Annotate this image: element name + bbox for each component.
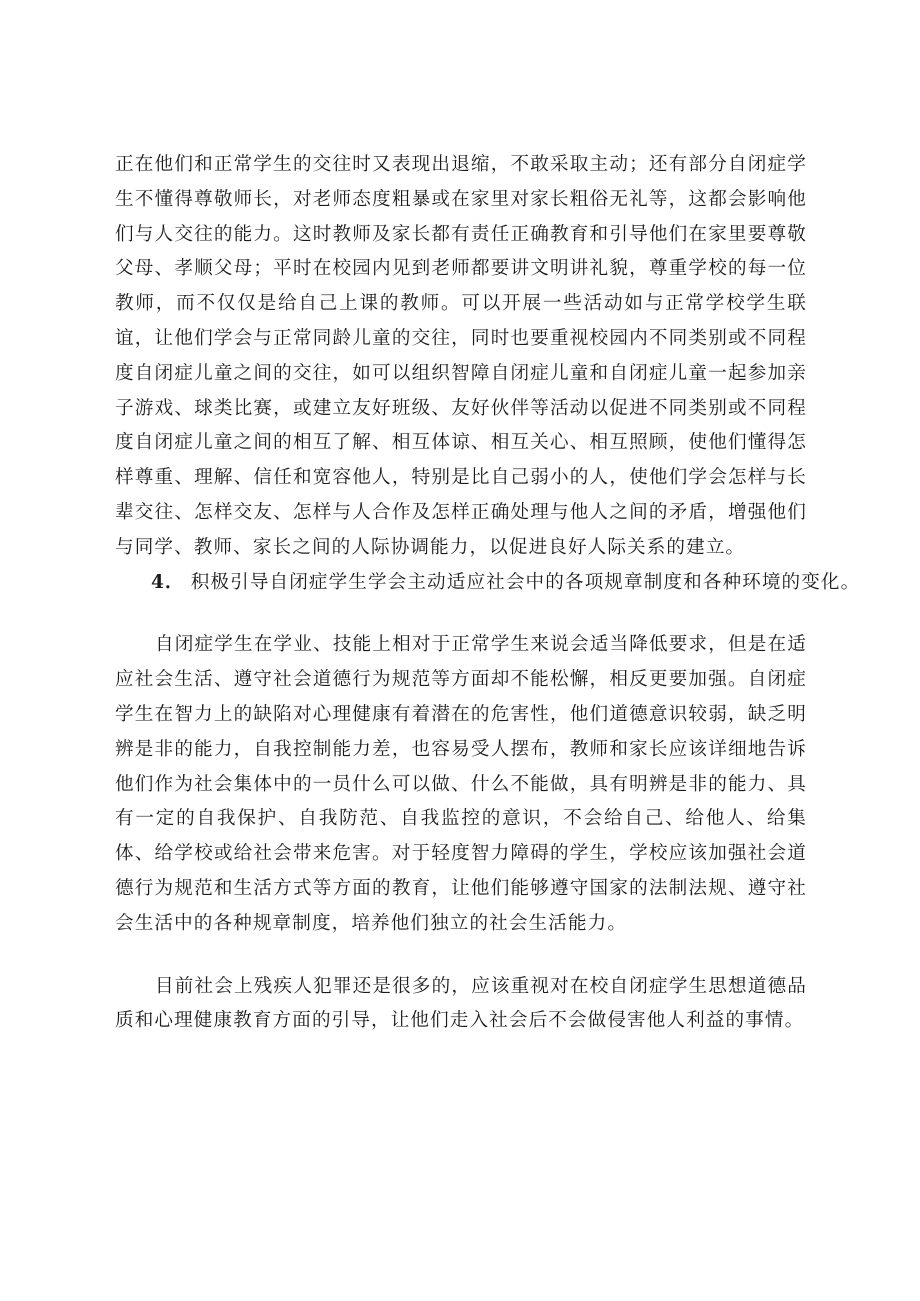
section-heading-4 [115,566,861,601]
document-page [115,148,861,1039]
section-heading-text: 积极引导自闭症学生学会主动适应社会中的各项规章制度和各种环境的变化。 [190,571,861,593]
body-paragraph-2: 自闭症学生在学业、技能上相对于正常学生来说会适当降低要求，但是在适应社会生活、遵守社会道德行为规范等方面却不能松懈，相反更要加强。自闭症学生在智力上的缺陷对心理健康有着潜在的危害性，他们道德意识较弱，缺乏明辨是非的能力，自我控制能力差，也容易受人摆布，教师和家长应该详细地告诉他们作为社会集体中的一员什么可以做、什么不能做，具有明辨是非的能力、具有一定的自我保护、自我防范、自我监控的意识，不会给自己、给他人、给集体、给学校或给社会带来危害。对于轻度智力障碍的学生，学校应该加强社会道德行为规范和生活方式等方面的教育，让他们能够遵守国家的法制法规、遵守社会生活中的各种规章制度，培养他们独立的社会生活能力。 [115,634,807,934]
section-number: 4． [151,571,185,593]
body-paragraph-3: 目前社会上残疾人犯罪还是很多的，应该重视对在校自闭症学生思想道德品质和心理健康教育方面的引导，让他们走入社会后不会做侵害他人利益的事情。 [115,975,807,1032]
body-paragraph-1: 正在他们和正常学生的交往时又表现出退缩，不敢采取主动；还有部分自闭症学生不懂得尊敬师长，对老师态度粗暴或在家里对家长粗俗无礼等，这都会影响他们与人交往的能力。这时教师及家长都有责任正确教育和引导他们在家里要尊敬父母、孝顺父母；平时在校园内见到老师都要讲文明讲礼貌，尊重学校的每一位教师，而不仅仅是给自己上课的教师。可以开展一些活动如与正常学校学生联谊，让他们学会与正常同龄儿童的交往，同时也要重视校园内不同类别或不同程度自闭症儿童之间的交往，如可以组织智障自闭症儿童和自闭症儿童一起参加亲子游戏、球类比赛，或建立友好班级、友好伙伴等活动以促进不同类别或不同程度自闭症儿童之间的相互了解、相互体谅、相互关心、相互照顾，使他们懂得怎样尊重、理解、信任和宽容他人，特别是比自己弱小的人，使他们学会怎样与长辈交往、怎样交友、怎样与人合作及怎样正确处理与他人之间的矛盾，增强他们与同学、教师、家长之间的人际协调能力，以促进良好人际关系的建立。 [115,154,807,558]
